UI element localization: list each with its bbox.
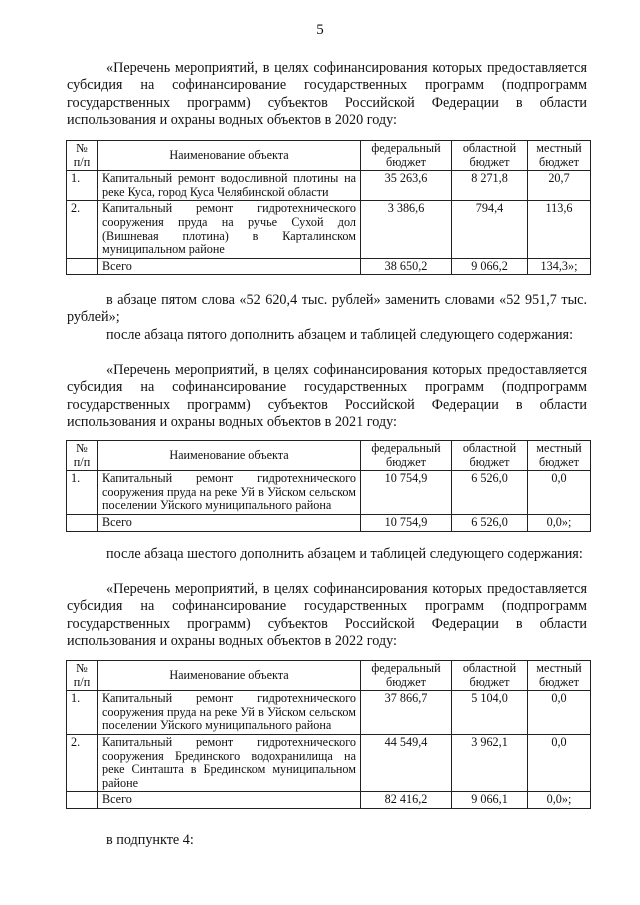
col-header-number: № п/п: [67, 441, 98, 471]
table-total-row: [67, 792, 591, 809]
col-header-regional: областной бюджет: [452, 441, 528, 471]
total-number-cell: [67, 792, 98, 809]
section-intro-2022: «Перечень мероприятий, в целях софинансирования которых предоставляется субсидия на софинансирование государственных программ (подпрограмм государственных программ) субъектов Российской Федерации в области использования и охраны водных объектов в 2022 году:: [67, 581, 587, 650]
local-budget: 0,0: [528, 471, 591, 515]
col-header-local: местный бюджет: [528, 141, 591, 171]
federal-budget: 3 386,6: [361, 201, 452, 258]
col-header-federal: федеральный бюджет: [361, 441, 452, 471]
total-regional: 6 526,0: [452, 514, 528, 531]
object-name: Капитальный ремонт водосливной плотины на реке Куса, город Куса Челябинской области: [98, 171, 361, 201]
table-row: [67, 734, 591, 791]
section-intro-2020: «Перечень мероприятий, в целях софинансирования которых предоставляется субсидия на софинансирование государственных программ (подпрограмм государственных программ) субъектов Российской Федерации в области использования и охраны водных объектов в 2020 году:: [67, 60, 587, 129]
row-number: 2.: [67, 201, 98, 258]
row-number: 2.: [67, 734, 98, 791]
col-header-regional: областной бюджет: [452, 141, 528, 171]
row-number: 1.: [67, 471, 98, 515]
paragraph-after-sixth: после абзаца шестого дополнить абзацем и таблицей следующего содержания:: [106, 546, 583, 562]
total-federal: 38 650,2: [361, 258, 452, 275]
local-budget: 0,0: [528, 734, 591, 791]
paragraph-subpoint: в подпункте 4:: [106, 832, 194, 848]
table-row: [67, 691, 591, 735]
col-header-name: Наименование объекта: [98, 141, 361, 171]
total-label: Всего: [98, 258, 361, 275]
col-header-local: местный бюджет: [528, 661, 591, 691]
local-budget: 0,0: [528, 691, 591, 735]
regional-budget: 5 104,0: [452, 691, 528, 735]
total-label: Всего: [98, 792, 361, 809]
table-row: [67, 471, 591, 515]
federal-budget: 10 754,9: [361, 471, 452, 515]
object-name: Капитальный ремонт гидротехнического сооружения пруда на реке Уй в Уйском сельском поселении Уйского муниципального района: [98, 471, 361, 515]
regional-budget: 8 271,8: [452, 171, 528, 201]
col-header-local: местный бюджет: [528, 441, 591, 471]
col-header-federal: федеральный бюджет: [361, 141, 452, 171]
local-budget: 20,7: [528, 171, 591, 201]
col-header-name: Наименование объекта: [98, 441, 361, 471]
object-name: Капитальный ремонт гидротехнического сооружения Брединского водохранилища на реке Синташта в Брединском муниципальном районе: [98, 734, 361, 791]
col-header-regional: областной бюджет: [452, 661, 528, 691]
total-federal: 82 416,2: [361, 792, 452, 809]
table-2020: [66, 140, 591, 275]
total-regional: 9 066,2: [452, 258, 528, 275]
col-header-number: № п/п: [67, 661, 98, 691]
section-intro-2021: «Перечень мероприятий, в целях софинансирования которых предоставляется субсидия на софинансирование государственных программ (подпрограмм государственных программ) субъектов Российской Федерации в области использования и охраны водных объектов в 2021 году:: [67, 362, 587, 431]
table-total-row: [67, 514, 591, 531]
table-total-row: [67, 258, 591, 275]
col-header-number: № п/п: [67, 141, 98, 171]
local-budget: 113,6: [528, 201, 591, 258]
row-number: 1.: [67, 171, 98, 201]
table-row: [67, 201, 591, 258]
total-local: 134,3»;: [528, 258, 591, 275]
total-local: 0,0»;: [528, 514, 591, 531]
total-label: Всего: [98, 514, 361, 531]
table-2022: [66, 660, 591, 809]
page-number: 5: [316, 22, 324, 38]
total-regional: 9 066,1: [452, 792, 528, 809]
row-number: 1.: [67, 691, 98, 735]
object-name: Капитальный ремонт гидротехнического сооружения пруда на ручье Сухой дол (Вишневая плотина) в Карталинском муниципальном районе: [98, 201, 361, 258]
federal-budget: 37 866,7: [361, 691, 452, 735]
table-header-row: [67, 661, 591, 691]
table-row: [67, 171, 591, 201]
col-header-federal: федеральный бюджет: [361, 661, 452, 691]
table-header-row: [67, 441, 591, 471]
table-header-row: [67, 141, 591, 171]
regional-budget: 6 526,0: [452, 471, 528, 515]
total-number-cell: [67, 258, 98, 275]
table-2021: [66, 440, 591, 532]
col-header-name: Наименование объекта: [98, 661, 361, 691]
total-local: 0,0»;: [528, 792, 591, 809]
paragraph-replace-words: в абзаце пятом слова «52 620,4 тыс. рублей» заменить словами «52 951,7 тыс. рублей»;: [67, 292, 587, 326]
object-name: Капитальный ремонт гидротехнического сооружения пруда на реке Уй в Уйском сельском поселении Уйского муниципального района: [98, 691, 361, 735]
federal-budget: 44 549,4: [361, 734, 452, 791]
paragraph-after-fifth: после абзаца пятого дополнить абзацем и таблицей следующего содержания:: [106, 327, 574, 343]
total-number-cell: [67, 514, 98, 531]
total-federal: 10 754,9: [361, 514, 452, 531]
regional-budget: 794,4: [452, 201, 528, 258]
regional-budget: 3 962,1: [452, 734, 528, 791]
federal-budget: 35 263,6: [361, 171, 452, 201]
